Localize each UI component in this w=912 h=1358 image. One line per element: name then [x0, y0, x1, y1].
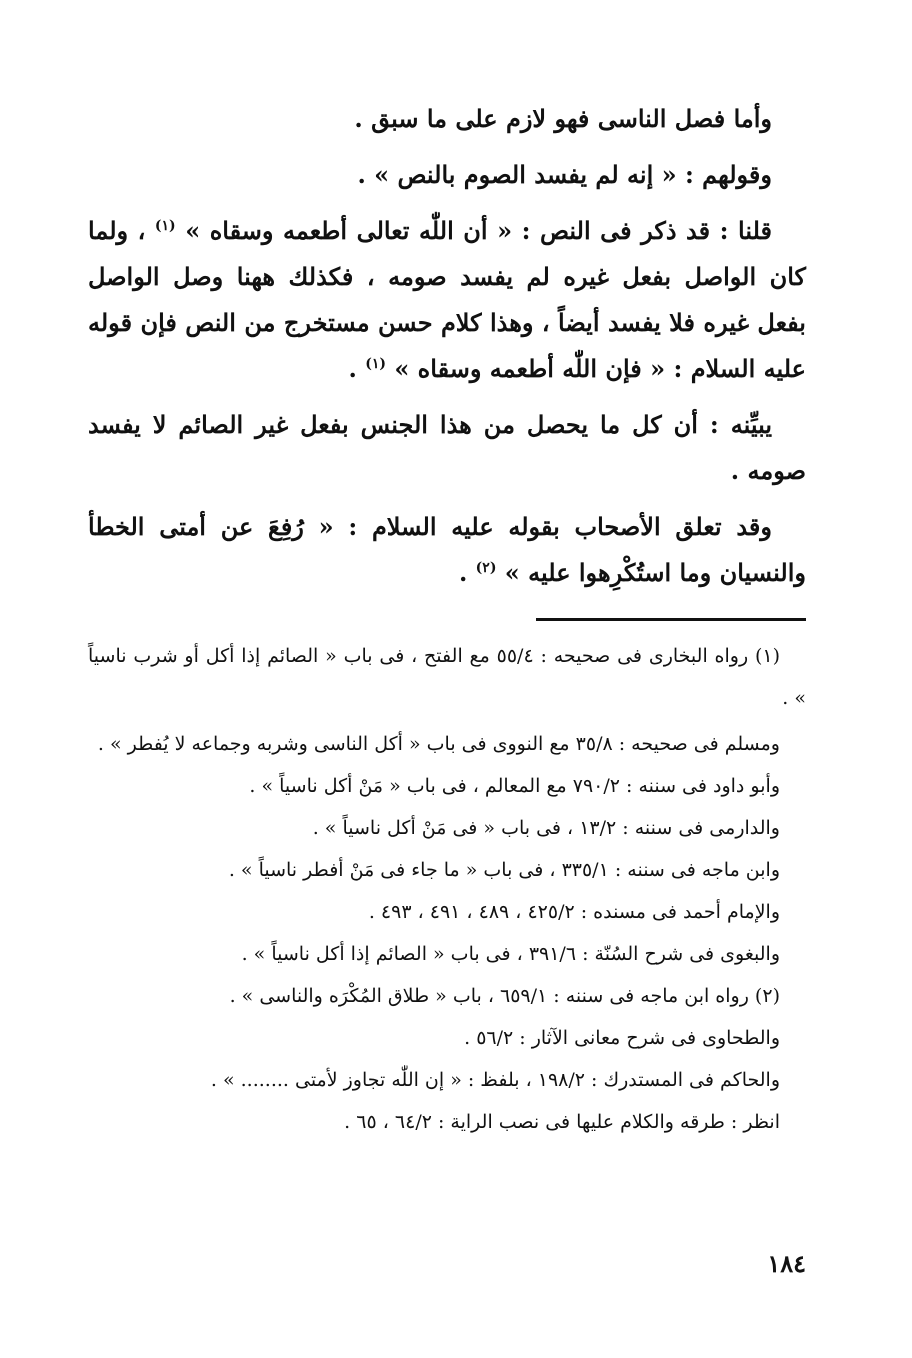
main-text: [88, 96, 806, 596]
page-number: ١٨٤: [767, 1249, 806, 1278]
we-said-text-1: قلنا : قد ذكر فى النص : « أن اللّٰه تعالى أطعمه وسقاه »: [185, 216, 772, 245]
footnote-1-bukhari: (١) رواه البخارى فى صحيحه : ٥٥/٤ مع الفتح ، فى باب « الصائم إذا أكل أو شرب ناسياً » .: [88, 645, 806, 709]
footnote-1-darimi: والدارمى فى سننه : ١٣/٢ ، فى باب « فى مَنْ أكل ناسياً » .: [312, 817, 780, 839]
footnote-2-ibn-majah: (٢) رواه ابن ماجه فى سننه : ٦٥٩/١ ، باب « طلاق المُكْرَه والناسى » .: [229, 985, 780, 1007]
paragraph-their-saying: وقولهم : « إنه لم يفسد الصوم بالنص » .: [357, 160, 772, 189]
footnote-divider: [536, 618, 806, 621]
paragraph-explanation: يبيِّنه : أن كل ما يحصل من هذا الجنس بفعل غير الصائم لا يفسد صومه .: [88, 410, 806, 485]
paragraph-forgetful: وأما فصل الناسى فهو لازم على ما سبق .: [354, 104, 772, 133]
footnote-1-baghawi: والبغوى فى شرح السُنّة : ٣٩١/٦ ، فى باب « الصائم إذا أكل ناسياً » .: [241, 943, 780, 965]
footnote-2-tahawi: والطحاوى فى شرح معانى الآثار : ٥٦/٢ .: [464, 1027, 780, 1049]
paragraph-companions: [88, 504, 806, 596]
paragraph-we-said: [88, 208, 806, 392]
companions-text: وقد تعلق الأصحاب بقوله عليه السلام : « رُفِعَ عن أمتى الخطأ والنسيان وما استُكْرِهوا عليه »: [88, 512, 806, 587]
footnote-1-muslim: ومسلم فى صحيحه : ٣٥/٨ مع النووى فى باب « أكل الناسى وشربه وجماعه لا يُفطر » .: [97, 733, 780, 755]
footnote-2-see-also: انظر : طرقه والكلام عليها فى نصب الراية : ٦٤/٢ ، ٦٥ .: [344, 1111, 780, 1133]
footnote-1-ibn-majah: وابن ماجه فى سننه : ٣٣٥/١ ، فى باب « ما جاء فى مَنْ أفطر ناسياً » .: [228, 859, 780, 881]
book-page: [88, 96, 806, 1316]
footnote-mark-2: (٢): [475, 560, 497, 576]
footnotes: [88, 635, 806, 1143]
we-said-end: .: [348, 354, 357, 383]
footnote-1-abu-dawud: وأبو داود فى سننه : ٧٩٠/٢ مع المعالم ، فى باب « مَنْ أكل ناسياً » .: [249, 775, 780, 797]
footnote-1-ahmad: والإمام أحمد فى مسنده : ٤٢٥/٢ ، ٤٨٩ ، ٤٩١ ، ٤٩٣ .: [368, 901, 780, 923]
companions-end: .: [458, 558, 468, 587]
footnote-2-hakim: والحاكم فى المستدرك : ١٩٨/٢ ، بلفظ : « إن اللّٰه تجاوز لأمتى ........ » .: [210, 1069, 780, 1091]
footnote-mark-1-repeat: (١): [365, 356, 386, 372]
footnote-mark-1: (١): [154, 218, 176, 234]
we-said-text-2: ، ولما كان الواصل بفعل غيره لم يفسد صومه ، فكذلك ههنا وصل الواصل بفعل غيره فلا يفسد أيضاً ، وهذا كلام حسن مستخرج من النص فإن قوله عليه السلام : « فإن اللّٰه أطعمه وسقاه »: [88, 216, 806, 383]
